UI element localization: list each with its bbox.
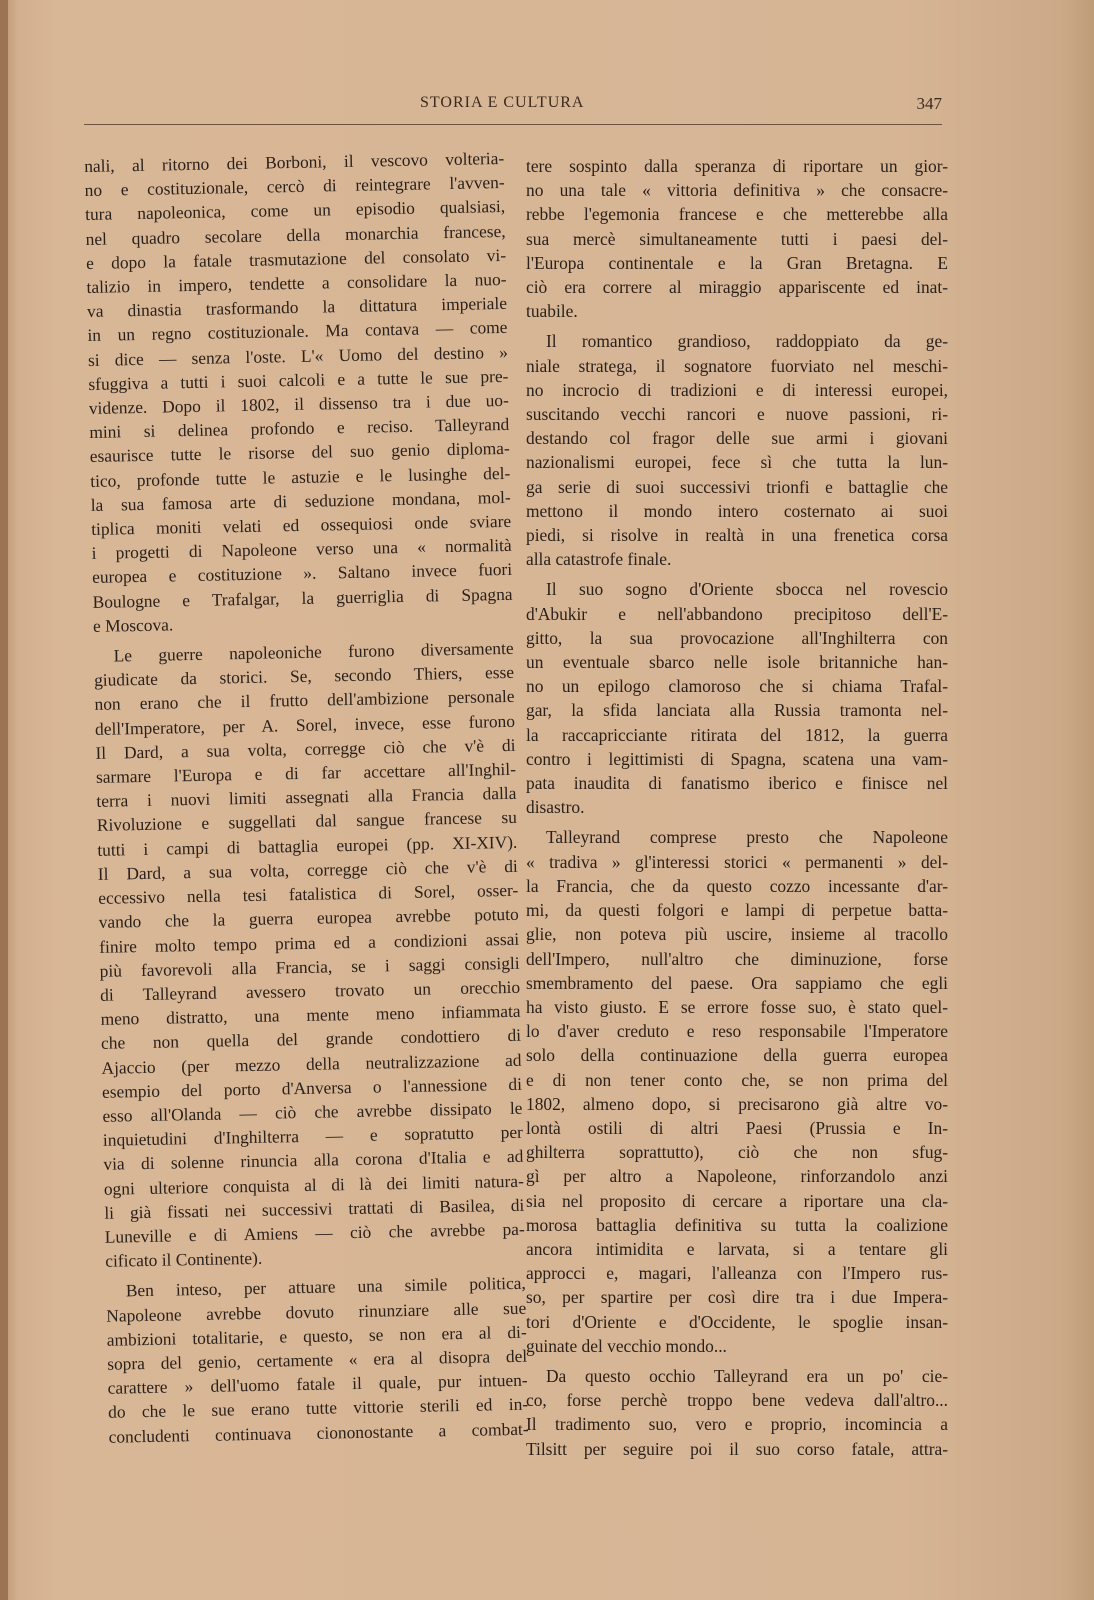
text-line: esso all'Olanda — ciò che avrebbe dissipato le — [102, 1097, 523, 1126]
text-line: dell'Impero, null'altro che diminuzione, forse — [526, 948, 948, 969]
running-title: STORIA E CULTURA — [420, 94, 585, 111]
text-line: so, per spartire per così dire tra i due Impera- — [526, 1287, 948, 1308]
text-line: va dinastia trasformando la dittatura imperiale — [86, 293, 508, 322]
header-rule — [84, 124, 942, 125]
text-line: tutti i campi di battaglia europei (pp. XI-XIV). — [97, 831, 518, 860]
text-line: tico, profonde tutte le astuzie e le lusinghe del- — [90, 462, 511, 491]
text-line: meno distratto, una mente meno infiammata — [100, 1000, 521, 1029]
text-line: destando col fragor delle sue armi i giovani — [526, 428, 948, 449]
text-line: Tilsitt per seguire poi il suo corso fatale, attra- — [526, 1438, 948, 1459]
text-line: gar, la sfida lanciata alla Russia tramonta nel- — [526, 700, 948, 721]
text-line: ancora intimidita e larvata, si a tentare gli — [526, 1238, 948, 1259]
text-line: ogni ulteriore conquista al di là dei limiti natura- — [103, 1170, 524, 1199]
text-line: dell'Imperatore, per A. Sorel, invece, esse furono — [94, 710, 516, 739]
text-line: nel quadro secolare della monarchia francese, — [85, 220, 506, 249]
text-line: i progetti di Napoleone verso una « normalità — [91, 535, 512, 564]
text-line: ambizioni totalitarie, e questo, se non era al di- — [106, 1321, 527, 1350]
text-line: finire molto tempo prima ed a condizioni assai — [99, 928, 520, 957]
text-line: alla catastrofe finale. — [526, 549, 672, 570]
text-line: no un epilogo clamoroso che si chiama Trafal- — [526, 676, 948, 697]
text-line: più favorevoli alla Francia, se i saggi consigli — [99, 952, 520, 981]
text-line: niale stratega, il sognatore fuorviato nel meschi- — [526, 355, 948, 376]
text-line: nali, al ritorno dei Borboni, il vescovo volteria- — [84, 147, 505, 176]
text-line: approcci e, magari, l'alleanza con l'Impero rus- — [526, 1263, 948, 1284]
text-line: glie, non poteva più uscire, insieme al tracollo — [526, 924, 948, 945]
text-line: concludenti continuava ciononostante a combat- — [108, 1418, 529, 1447]
text-line: la sua famosa arte di seduzione mondana, mol- — [90, 486, 511, 515]
text-line: no una tale « vittoria definitiva » che consacre- — [526, 180, 948, 201]
text-line: e di non tener conto che, se non prima del — [526, 1069, 948, 1090]
text-line: Da questo occhio Talleyrand era un po' cie- — [546, 1365, 948, 1386]
page-number: 347 — [916, 94, 942, 113]
text-line: tiplica moniti velati ed ossequiosi onde sviare — [91, 510, 512, 539]
page-binding-edge — [0, 0, 8, 1600]
text-line: la Francia, che da questo cozzo incessante d'ar- — [526, 875, 948, 896]
text-line: sarmare l'Europa e di far accettare all'Inghil- — [95, 758, 517, 787]
text-line: mini si delinea profondo e reciso. Talleyrand — [89, 414, 510, 443]
text-line: Napoleone avrebbe dovuto rinunziare alle sue — [106, 1297, 527, 1326]
text-line: do che le sue erano tutte vittorie sterili ed in- — [107, 1394, 529, 1423]
text-line: cificato il Continente). — [105, 1247, 263, 1271]
text-line: piedi, si risolve in realtà in una frenetica corsa — [526, 525, 948, 546]
text-line: 1802, almeno dopo, si precisarono già altre vo- — [526, 1093, 948, 1114]
text-line: un eventuale sbarco nelle isole britanniche han- — [526, 652, 948, 673]
text-line: inquietudini d'Inghilterra — e sopratutto per — [102, 1121, 524, 1150]
text-line: suscitando vecchi rancori e nuove passioni, ri- — [526, 404, 948, 425]
text-line: si dice — senza l'oste. L'« Uomo del destino » — [87, 341, 509, 370]
text-line: solo della continuazione della guerra europea — [526, 1045, 948, 1066]
text-line: Il Dard, a sua volta, corregge ciò che v'è di — [97, 855, 518, 884]
text-line: via di solenne rinuncia alla corona d'Italia e ad — [103, 1146, 524, 1175]
text-line: disastro. — [526, 797, 585, 818]
text-line: in un regno costituzionale. Ma contava — come — [87, 317, 508, 346]
text-line: eccessivo nella tesi fatalistica di Sorel, osser- — [98, 879, 519, 908]
text-line: mi, da questi folgori e lampi di perpetue batta- — [526, 900, 948, 921]
text-line: tori d'Oriente e d'Occidente, le spoglie insan- — [526, 1311, 948, 1332]
text-line: carattere » dell'uomo fatale il quale, pur intuen- — [107, 1369, 528, 1398]
text-line: Ben inteso, per attuare una simile politica, — [125, 1273, 526, 1301]
text-line: terra i nuovi limiti assegnati alla Francia dalla — [96, 783, 517, 812]
text-line: tere sospinto dalla speranza di riportare un gior- — [526, 156, 948, 176]
text-line: sua mercè simultaneamente tutti i paesi del- — [526, 228, 948, 249]
text-line: guinate del vecchio mondo... — [526, 1335, 727, 1356]
text-line: Il suo sogno d'Oriente sbocca nel rovescio — [546, 579, 948, 600]
text-line: Il tradimento suo, vero e proprio, incomincia a — [526, 1414, 948, 1435]
text-line: Il Dard, a sua volta, corregge ciò che v'è di — [95, 734, 516, 763]
text-line: e dopo la fatale trasmutazione del consolato vi- — [85, 244, 507, 273]
text-line: talizio in impero, tendette a consolidare la nuo- — [86, 268, 507, 297]
running-header — [80, 94, 942, 118]
text-line: europea e costituzione ». Saltano invece fuori — [91, 559, 513, 588]
text-line: la raccapricciante ritirata del 1812, la guerra — [526, 724, 948, 745]
text-line: di Talleyrand avessero trovato un orecchio — [99, 976, 521, 1005]
text-line: esaurisce tutte le risorse del suo genio diploma- — [89, 438, 510, 467]
right-text-column — [526, 154, 948, 1461]
text-line: nazionalismi europei, fece sì che tutta la lun- — [526, 452, 948, 473]
text-line: lo d'aver creduto e reso responsabile l'Imperatore — [526, 1021, 948, 1042]
text-line: no e costituzionale, cercò di reintegrare l'avven- — [84, 172, 505, 201]
text-line: « tradiva » gl'interessi storici « permanenti » del- — [526, 851, 948, 872]
text-line: videnze. Dopo il 1802, il dissenso tra i due uo- — [88, 389, 509, 418]
text-line: l'Europa continentale e la Gran Bretagna. E — [526, 252, 948, 273]
text-line: sia nel proposito di cercare a riportare una cla- — [526, 1190, 948, 1211]
text-line: Boulogne e Trafalgar, la guerriglia di Spagna — [92, 583, 513, 612]
text-line: no incrocio di tradizioni e di interessi europei, — [526, 379, 948, 400]
text-line: ha visto giusto. E se errore fosse suo, è stato quel- — [526, 996, 948, 1017]
text-line: che non quella del grande condottiero di — [100, 1025, 522, 1054]
text-line: gì per altro a Napoleone, rinforzandolo anzi — [526, 1166, 948, 1187]
text-line: ghilterra soprattutto), ciò che non sfug- — [526, 1142, 948, 1163]
text-line: gitto, la sua provocazione all'Inghilterra con — [526, 627, 948, 648]
text-line: mettono il mondo intero costernato ai suoi — [526, 500, 948, 521]
text-line: d'Abukir e nell'abbandono precipitoso dell'E- — [526, 603, 948, 624]
text-line: ciò era correre al miraggio appariscente ed inat- — [526, 277, 948, 298]
text-line: smembramento del paese. Ora sappiamo che egli — [526, 972, 948, 993]
text-line: tuabile. — [526, 301, 578, 322]
left-text-column — [84, 146, 529, 1449]
text-line: vando che la guerra europea avrebbe potuto — [98, 904, 519, 933]
text-line: Rivoluzione e suggellati dal sangue francese su — [96, 807, 518, 836]
text-line: non erano che il frutto dell'ambizione personale — [94, 686, 515, 715]
text-line: pata inaudita di fanatismo iberico e finisce nel — [526, 773, 948, 794]
text-line: ga serie di suoi successivi trionfi e battaglie che — [526, 476, 948, 497]
text-line: Le guerre napoleoniche furono diversamente — [113, 637, 514, 666]
text-line: tura napoleonica, come un episodio qualsiasi, — [84, 196, 506, 225]
text-line: sopra del genio, certamente « era al disopra del — [107, 1345, 528, 1374]
text-line: co, forse perchè troppo bene vedeva dall'altro... — [526, 1390, 948, 1411]
text-line: Ajaccio (per mezzo della neutralizzazione ad — [101, 1049, 522, 1078]
text-line: e Moscova. — [92, 614, 174, 636]
text-line: Il romantico grandioso, raddoppiato da ge- — [546, 331, 948, 352]
text-line: rebbe l'egemonia francese e che metterebbe alla — [526, 204, 948, 225]
text-line: lontà ostili di altri Paesi (Prussia e In- — [526, 1117, 948, 1138]
text-line: Talleyrand comprese presto che Napoleone — [546, 827, 948, 848]
text-line: sfuggiva a tutti i suoi calcoli e a tutte le sue pre- — [88, 365, 509, 394]
text-line: esempio del porto d'Anversa o l'annessione di — [101, 1073, 523, 1102]
text-line: Luneville e di Amiens — ciò che avrebbe pa- — [104, 1218, 525, 1247]
text-line: contro i legittimisti di Spagna, scatena una vam- — [526, 748, 948, 769]
text-line: giudicate da storici. Se, secondo Thiers, esse — [93, 662, 515, 691]
text-line: li già fissati nei successivi trattati di Basilea, di — [104, 1194, 525, 1223]
text-line: morosa battaglia definitiva su tutta la coalizione — [526, 1214, 948, 1235]
